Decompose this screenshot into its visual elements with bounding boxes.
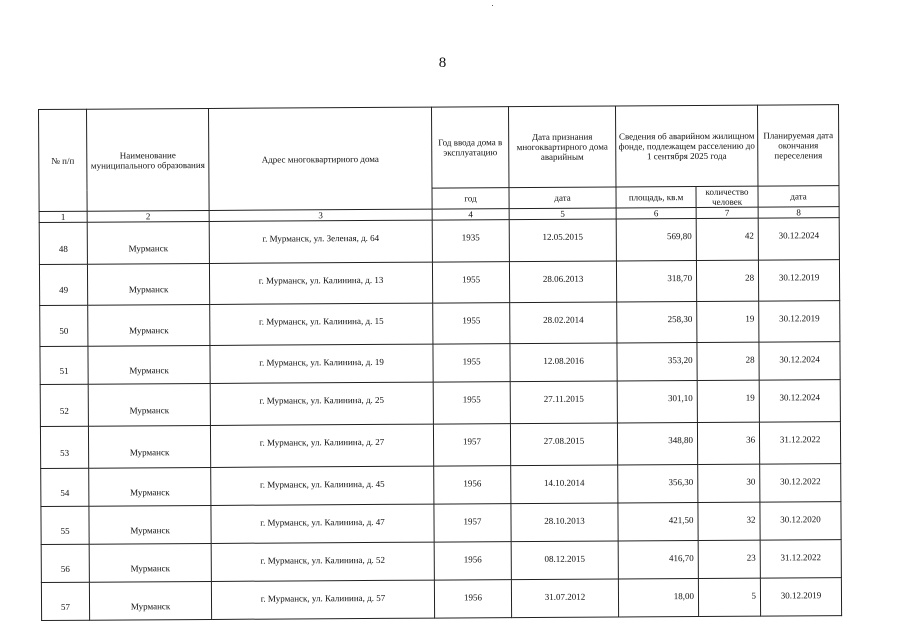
row-planned-end: 30.12.2019 bbox=[760, 578, 841, 616]
row-address: г. Мурманск, ул. Зеленая, д. 64 bbox=[209, 220, 432, 263]
row-municipality: Мурманск bbox=[87, 221, 209, 264]
row-planned-end: 30.12.2024 bbox=[759, 380, 840, 422]
row-year: 1956 bbox=[434, 466, 511, 504]
row-municipality: Мурманск bbox=[88, 304, 210, 346]
subheader-area: площадь, кв.м bbox=[616, 186, 696, 207]
row-area: 348,80 bbox=[617, 422, 697, 464]
table-row bbox=[40, 342, 840, 385]
row-area: 569,80 bbox=[616, 218, 696, 260]
row-year: 1957 bbox=[433, 424, 510, 466]
row-number: 48 bbox=[39, 222, 87, 264]
row-planned-end: 30.12.2024 bbox=[759, 342, 840, 380]
column-number: 8 bbox=[758, 207, 839, 218]
column-number: 1 bbox=[39, 211, 87, 222]
row-planned-end: 31.12.2022 bbox=[760, 540, 841, 578]
row-planned-end: 31.12.2022 bbox=[759, 422, 840, 464]
row-recognition-date: 27.11.2015 bbox=[510, 381, 617, 424]
column-number: 4 bbox=[432, 209, 509, 220]
header-emergency-info: Сведения об аварийном жилищном фонде, подлежащем расселению до 1 сентября 2025 года bbox=[615, 105, 758, 187]
column-number: 6 bbox=[616, 207, 696, 218]
row-people: 42 bbox=[696, 218, 758, 260]
page-number: 8 bbox=[438, 55, 447, 71]
row-area: 18,00 bbox=[618, 578, 698, 616]
row-recognition-date: 27.08.2015 bbox=[510, 423, 617, 466]
row-people: 28 bbox=[696, 260, 758, 301]
row-area: 301,10 bbox=[617, 380, 697, 422]
row-people: 5 bbox=[698, 578, 760, 616]
row-number: 53 bbox=[40, 426, 88, 468]
table-body bbox=[39, 218, 841, 621]
row-recognition-date: 28.10.2013 bbox=[511, 503, 618, 542]
row-address: г. Мурманск, ул. Калинина, д. 45 bbox=[211, 466, 434, 505]
row-address: г. Мурманск, ул. Калинина, д. 15 bbox=[210, 303, 433, 345]
row-year: 1955 bbox=[433, 382, 510, 424]
row-municipality: Мурманск bbox=[89, 467, 211, 506]
table-row bbox=[41, 578, 841, 621]
row-recognition-date: 31.07.2012 bbox=[511, 579, 618, 618]
table-row bbox=[41, 502, 841, 545]
column-number: 2 bbox=[87, 210, 209, 222]
table-row bbox=[40, 380, 840, 427]
row-number: 52 bbox=[40, 384, 88, 426]
row-number: 55 bbox=[41, 506, 89, 544]
table-row bbox=[41, 540, 841, 583]
header-year: Год ввода дома в эксплуатацию bbox=[431, 107, 508, 188]
row-recognition-date: 28.06.2013 bbox=[509, 261, 616, 303]
row-planned-end: 30.12.2019 bbox=[759, 301, 840, 342]
row-municipality: Мурманск bbox=[87, 263, 209, 305]
row-year: 1955 bbox=[433, 344, 510, 382]
table-row bbox=[41, 464, 841, 507]
row-recognition-date: 28.02.2014 bbox=[510, 302, 617, 344]
row-address: г. Мурманск, ул. Калинина, д. 52 bbox=[211, 542, 434, 581]
column-number: 5 bbox=[509, 208, 616, 220]
row-year: 1956 bbox=[434, 580, 511, 618]
row-address: г. Мурманск, ул. Калинина, д. 25 bbox=[210, 382, 433, 425]
row-number: 51 bbox=[40, 346, 88, 384]
table-row bbox=[40, 301, 840, 347]
row-year: 1957 bbox=[434, 504, 511, 542]
header-num: № п/п bbox=[39, 109, 88, 211]
row-people: 19 bbox=[697, 380, 759, 422]
row-address: г. Мурманск, ул. Калинина, д. 57 bbox=[211, 580, 434, 619]
row-area: 353,20 bbox=[617, 342, 697, 380]
row-planned-end: 30.12.2024 bbox=[758, 218, 839, 260]
row-municipality: Мурманск bbox=[89, 581, 211, 620]
row-municipality: Мурманск bbox=[88, 425, 210, 468]
row-municipality: Мурманск bbox=[88, 383, 210, 426]
row-address: г. Мурманск, ул. Калинина, д. 47 bbox=[211, 504, 434, 543]
row-people: 19 bbox=[697, 301, 759, 342]
row-people: 30 bbox=[698, 464, 760, 502]
row-recognition-date: 14.10.2014 bbox=[511, 465, 618, 504]
row-address: г. Мурманск, ул. Калинина, д. 13 bbox=[209, 262, 432, 304]
subheader-date: дата bbox=[509, 187, 616, 209]
row-recognition-date: 12.05.2015 bbox=[509, 219, 616, 262]
row-people: 23 bbox=[698, 540, 760, 578]
subheader-people: количество человек bbox=[696, 186, 758, 207]
row-area: 421,50 bbox=[618, 502, 698, 540]
column-number: 3 bbox=[209, 209, 432, 221]
row-year: 1955 bbox=[433, 303, 510, 344]
row-address: г. Мурманск, ул. Калинина, д. 27 bbox=[210, 424, 433, 467]
subheader-year: год bbox=[432, 188, 509, 209]
row-number: 57 bbox=[41, 582, 89, 620]
row-recognition-date: 08.12.2015 bbox=[511, 541, 618, 580]
column-number: 7 bbox=[696, 207, 758, 218]
row-planned-end: 30.12.2019 bbox=[758, 260, 839, 301]
row-planned-end: 30.12.2020 bbox=[760, 502, 841, 540]
row-number: 54 bbox=[41, 468, 89, 506]
row-address: г. Мурманск, ул. Калинина, д. 19 bbox=[210, 344, 433, 383]
header-address: Адрес многоквартирного дома bbox=[208, 107, 432, 210]
row-people: 28 bbox=[697, 342, 759, 380]
row-municipality: Мурманск bbox=[89, 543, 211, 582]
row-year: 1956 bbox=[434, 542, 511, 580]
header-municipality: Наименование муниципального образования bbox=[87, 108, 210, 211]
row-area: 258,30 bbox=[617, 301, 697, 342]
row-people: 32 bbox=[698, 502, 760, 540]
row-area: 416,70 bbox=[618, 540, 698, 578]
row-recognition-date: 12.08.2016 bbox=[510, 343, 617, 382]
header-recognition-date: Дата признания многоквартирного дома аварийным bbox=[508, 106, 615, 188]
row-people: 36 bbox=[697, 422, 759, 464]
table-row bbox=[40, 422, 840, 469]
emergency-housing-table bbox=[38, 104, 842, 621]
row-municipality: Мурманск bbox=[89, 505, 211, 544]
row-area: 356,30 bbox=[618, 464, 698, 502]
table-row bbox=[39, 260, 839, 306]
row-year: 1955 bbox=[432, 262, 509, 303]
row-area: 318,70 bbox=[616, 260, 696, 301]
subheader-plan-date: дата bbox=[758, 186, 839, 207]
row-year: 1935 bbox=[432, 220, 509, 262]
row-planned-end: 30.12.2022 bbox=[760, 464, 841, 502]
row-number: 50 bbox=[40, 305, 88, 346]
scan-speck bbox=[492, 5, 493, 6]
row-municipality: Мурманск bbox=[88, 345, 210, 384]
header-planned-end: Планируемая дата окончания переселения bbox=[758, 105, 839, 186]
table-row bbox=[39, 218, 839, 265]
row-number: 56 bbox=[41, 544, 89, 582]
row-number: 49 bbox=[39, 264, 87, 305]
